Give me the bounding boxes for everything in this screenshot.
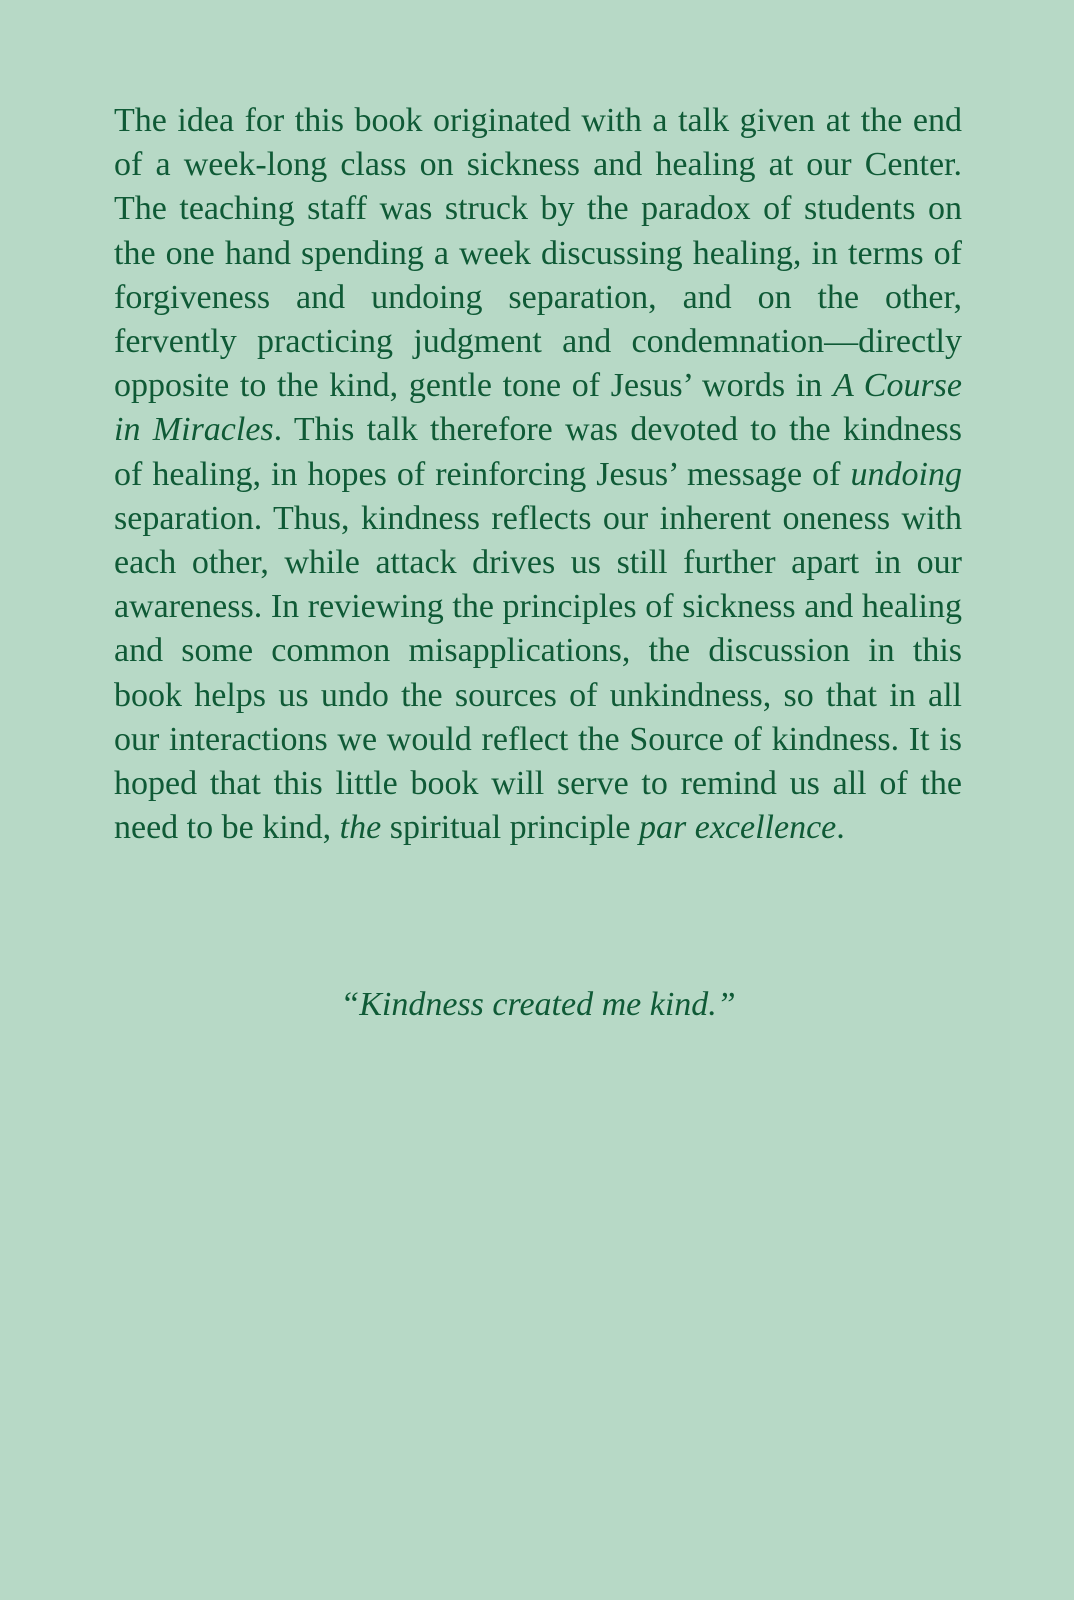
paragraph-text: The idea for this book originated with a talk given at the end of a week-long class on sickness and healing at our Center. The teaching staff was struck by the paradox of students on the one hand spending a week discussing healing, in terms of forgiveness and undoing separation, and on the other, fervently practicing judgment and condemnation—directly opposite to the kind, gentle tone of Jesus’ words in <box>114 102 962 405</box>
paragraph-text: spiritual principle <box>381 809 639 847</box>
paragraph-text: . This talk therefore was devoted to the kindness of healing, in hopes of reinforcing Jesus’ message of <box>114 411 962 493</box>
paragraph-text: separation. Thus, kindness reflects our inherent oneness with each other, while attack drives us still further apart in our awareness. In reviewing the principles of sickness and healing and some common misapplications, the discussion in this book helps us undo the sources of unkindness, so that in all our interactions we would reflect the Source of kindness. It is hoped that this little book will serve to remind us all of the need to be kind, <box>114 499 962 847</box>
the-emphasis: the <box>339 809 382 847</box>
book-title-emphasis: A Course in Miracles <box>114 367 962 449</box>
undoing-emphasis: undoing <box>850 455 962 493</box>
paragraph-text: . <box>836 809 845 847</box>
par-excellence-emphasis: par excellence <box>639 809 837 847</box>
description-paragraph <box>114 99 962 850</box>
closing-quote: “Kindness created me kind.” <box>340 986 736 1023</box>
